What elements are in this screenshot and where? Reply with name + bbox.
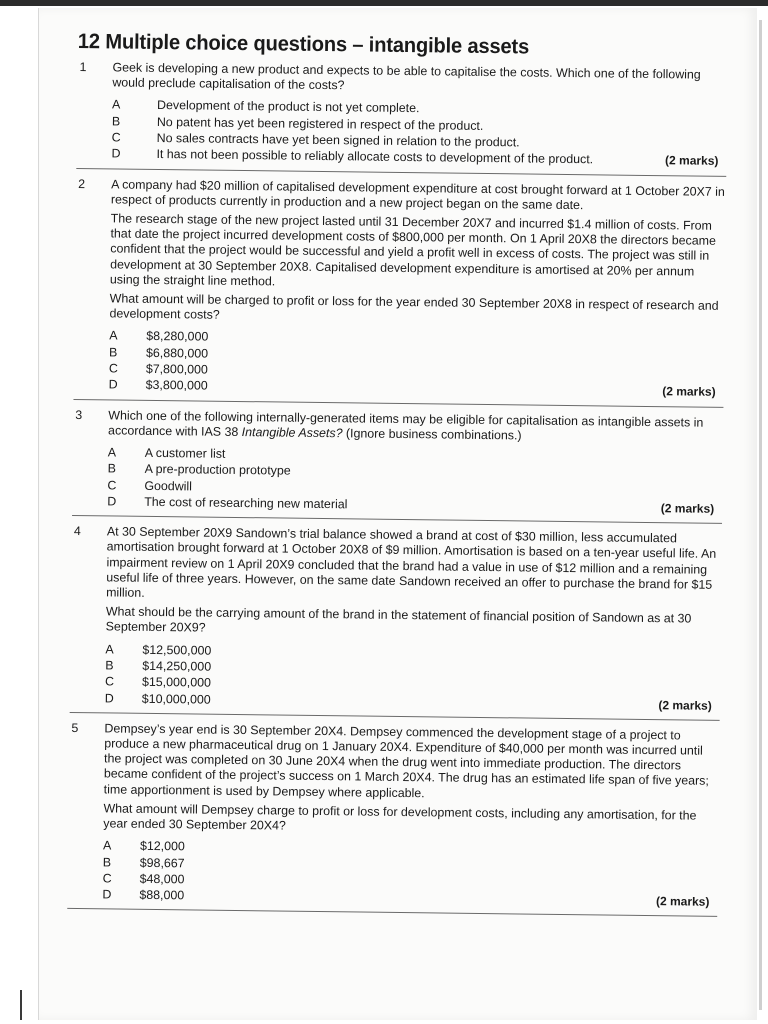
option-letter: A: [102, 838, 112, 853]
marks-label: (2 marks): [662, 384, 716, 400]
option-letter: A: [107, 445, 117, 460]
option-text: $88,000: [139, 887, 185, 903]
option-text: $15,000,000: [141, 675, 212, 690]
question-text: At 30 September 20X9 Sandown’s trial balance showed a brand at cost of $30 million, less accumulated amortisation brought forward at 1 October 20X8 of $9 million. Amortisation is based on a ten-year useful life. An impairment review on 1 April 20X9 concluded that the brand had a value in use of $12 million and a remaining useful life of three years. However, on the same date Sandown received an offer to purchase the brand for $15 million.: [106, 524, 717, 600]
question-text: Dempsey’s year end is 30 September 20X4. Dempsey commenced the development stage of a project to produce a new pharmaceutical drug on 1 January 20X4. Expenditure of $40,000 per month was incurred until the project was completed on 30 June 20X4 when the drug went into immediate production. The directors became confident of the project’s success on 1 March 20X4. The drug has an estimated life span of five years; time apportionment is used by Dempsey where applicable.: [103, 721, 709, 800]
divider: [73, 399, 723, 408]
question-number: 4: [73, 524, 81, 539]
option-text: $48,000: [139, 871, 185, 887]
option-text: $3,800,000: [145, 378, 208, 393]
option-letter: A: [105, 642, 114, 657]
option-text: It has not been possible to reliably allocate costs to development of the product.: [156, 147, 594, 167]
option-letter: B: [102, 854, 112, 869]
option-text: No sales contracts have yet been signed in relation to the product.: [156, 130, 520, 150]
question-5: [67, 721, 719, 911]
option-letter: D: [104, 690, 114, 706]
option-letter: D: [102, 887, 112, 902]
option-text: A customer list: [144, 445, 226, 461]
question-number: 3: [75, 407, 83, 422]
standard-title: Intangible Assets?: [241, 424, 343, 441]
question-text: What amount will be charged to profit or loss for the year ended 30 September 20X8 in respect of research and development costs?: [109, 291, 719, 322]
answer-options: [107, 444, 723, 517]
question-2: [74, 177, 727, 401]
option-text: $12,500,000: [142, 642, 212, 658]
option-letter: B: [111, 114, 121, 129]
question-3: [72, 408, 723, 518]
answer-options: [109, 328, 725, 401]
question-text: The research stage of the new project lasted until 31 December 20X7 and incurred $1.4 million of costs. From that date the project incurred development costs of $800,000 per month. On 1 April 20X8 the directors became confident that the project would be successful and yield a profit well in excess of costs. The project was still in development at 30 September 20X8. Capitalised development expenditure is amortised at 20% per annum using the straight line method.: [109, 211, 716, 289]
option-letter: D: [108, 377, 118, 392]
answer-options: [102, 838, 718, 911]
question-1: [76, 60, 727, 170]
option-text: The cost of researching new material: [144, 494, 348, 512]
question-number: 2: [78, 176, 86, 191]
divider: [76, 168, 726, 177]
marks-label: (2 marks): [664, 153, 719, 169]
option-letter: B: [107, 461, 116, 476]
marks-label: (2 marks): [658, 697, 712, 713]
option-letter: D: [107, 494, 117, 509]
divider: [72, 515, 722, 524]
scan-mark: [20, 990, 22, 1020]
option-text: $14,250,000: [142, 658, 212, 674]
option-text: $6,880,000: [145, 345, 209, 361]
page-binding-edge: [759, 20, 762, 1010]
page-title: 12 Multiple choice questions – intangible assets: [77, 30, 530, 59]
question-text: Geek is developing a new product and expects to be able to capitalise the costs. Which one of the following would preclude capitalisation of the costs?: [112, 60, 701, 93]
option-text: Goodwill: [144, 478, 193, 494]
option-letter: C: [111, 130, 121, 145]
question-text: [108, 408, 723, 446]
question-text-part: Which one of the following internally-generated items may be eligible for capitalisation as intangible assets in accordance with IAS 38: [108, 408, 704, 439]
question-text: What amount will Dempsey charge to profit or loss for development costs, including any amortisation, for the year ended 30 September 20X4?: [103, 801, 697, 833]
option-letter: A: [109, 328, 118, 343]
question-text: What should be the carrying amount of the brand in the statement of financial position of Sandown as at 30 September 20X9?: [105, 604, 692, 636]
option-letter: A: [112, 97, 121, 112]
option-letter: C: [104, 674, 115, 689]
question-4: [70, 524, 722, 714]
option-text: $12,000: [139, 839, 185, 854]
option-text: $10,000,000: [141, 691, 211, 707]
question-body: [107, 408, 723, 517]
option-letter: D: [111, 146, 121, 161]
option-letter: B: [108, 345, 118, 360]
option-text: $7,800,000: [145, 361, 208, 377]
question-body: [111, 60, 727, 169]
option-text: Development of the product is not yet complete.: [156, 98, 420, 116]
divider: [67, 908, 717, 917]
option-letter: B: [105, 658, 114, 673]
question-body: [102, 721, 719, 910]
marks-label: (2 marks): [660, 501, 715, 516]
option-text: A pre-production prototype: [144, 462, 291, 478]
question-number: 1: [79, 60, 87, 75]
question-number: 5: [71, 720, 79, 735]
option-letter: C: [107, 478, 117, 493]
divider: [70, 712, 720, 721]
question-text-part: (Ignore business combinations.): [342, 426, 522, 443]
question-text: A company had $20 million of capitalised development expenditure at cost brought forward at 1 October 20X7 in respect of products currently in production and a new project began on the same date.: [110, 177, 725, 212]
option-letter: C: [108, 361, 118, 376]
scan-top-edge: [0, 0, 768, 6]
question-body: [105, 525, 722, 714]
answer-options: [105, 641, 721, 714]
question-body: [109, 177, 727, 401]
option-text: No patent has yet been registered in respect of the product.: [156, 114, 484, 133]
marks-label: (2 marks): [655, 894, 710, 909]
option-letter: C: [102, 871, 112, 886]
option-text: $8,280,000: [146, 329, 209, 345]
document-content: [67, 30, 728, 925]
option-text: $98,667: [139, 855, 185, 870]
answer-options: [111, 97, 727, 170]
